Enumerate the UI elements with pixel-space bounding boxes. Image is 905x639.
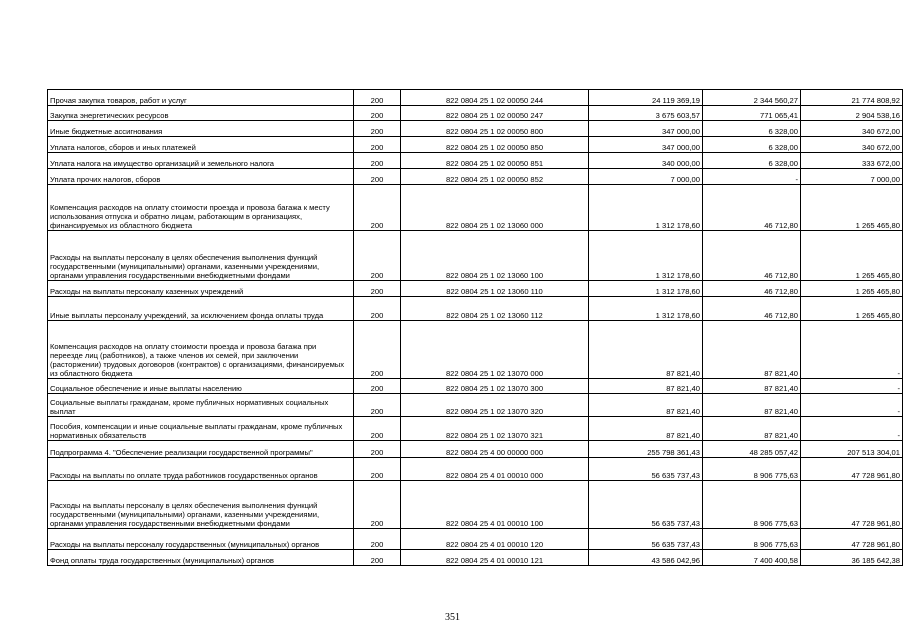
table-row — [48, 379, 903, 394]
row-name: Уплата налогов, сборов и иных платежей — [48, 137, 354, 153]
row-executed-amount: 46 712,80 — [703, 185, 801, 231]
row-line-code: 200 — [354, 458, 401, 481]
row-name: Компенсация расходов на оплату стоимости проезда и провоза багажа при переезде лиц (работников), а также членов их семей, при заключении (расторжении) трудовых договоров (контрактов) с организациями, финансируемых из областного бюджета — [48, 321, 354, 379]
row-budget-code: 822 0804 25 1 02 00050 850 — [401, 137, 589, 153]
row-approved-amount: 56 635 737,43 — [589, 481, 703, 529]
row-name: Иные выплаты персоналу учреждений, за исключением фонда оплаты труда — [48, 297, 354, 321]
row-remaining-amount: 340 672,00 — [801, 137, 903, 153]
row-approved-amount: 56 635 737,43 — [589, 458, 703, 481]
row-budget-code: 822 0804 25 1 02 00050 247 — [401, 106, 589, 121]
row-line-code: 200 — [354, 297, 401, 321]
row-remaining-amount: 47 728 961,80 — [801, 481, 903, 529]
row-approved-amount: 87 821,40 — [589, 394, 703, 417]
row-remaining-amount: 207 513 304,01 — [801, 441, 903, 458]
budget-table — [47, 89, 903, 566]
row-approved-amount: 1 312 178,60 — [589, 281, 703, 297]
table-row — [48, 185, 903, 231]
row-line-code: 200 — [354, 153, 401, 169]
row-executed-amount: 8 906 775,63 — [703, 458, 801, 481]
row-executed-amount: 46 712,80 — [703, 297, 801, 321]
table-row — [48, 297, 903, 321]
row-approved-amount: 87 821,40 — [589, 379, 703, 394]
row-budget-code: 822 0804 25 1 02 13070 300 — [401, 379, 589, 394]
row-executed-amount: 2 344 560,27 — [703, 90, 801, 106]
row-name: Закупка энергетических ресурсов — [48, 106, 354, 121]
budget-table-body — [48, 90, 903, 566]
row-line-code: 200 — [354, 379, 401, 394]
table-row — [48, 90, 903, 106]
row-budget-code: 822 0804 25 1 02 00050 852 — [401, 169, 589, 185]
row-remaining-amount: 7 000,00 — [801, 169, 903, 185]
table-row — [48, 231, 903, 281]
row-name: Прочая закупка товаров, работ и услуг — [48, 90, 354, 106]
table-row — [48, 137, 903, 153]
table-row — [48, 441, 903, 458]
row-executed-amount: 87 821,40 — [703, 321, 801, 379]
row-line-code: 200 — [354, 231, 401, 281]
row-remaining-amount: 36 185 642,38 — [801, 550, 903, 566]
row-name: Компенсация расходов на оплату стоимости проезда и провоза багажа к месту использования отпуска и обратно лицам, работающим в организациях, финансируемых из областного бюджета — [48, 185, 354, 231]
row-approved-amount: 347 000,00 — [589, 121, 703, 137]
row-budget-code: 822 0804 25 1 02 00050 800 — [401, 121, 589, 137]
row-remaining-amount: 340 672,00 — [801, 121, 903, 137]
table-row — [48, 281, 903, 297]
row-approved-amount: 56 635 737,43 — [589, 529, 703, 550]
row-budget-code: 822 0804 25 1 02 00050 851 — [401, 153, 589, 169]
row-executed-amount: 8 906 775,63 — [703, 481, 801, 529]
row-name: Фонд оплаты труда государственных (муниципальных) органов — [48, 550, 354, 566]
row-approved-amount: 43 586 042,96 — [589, 550, 703, 566]
row-budget-code: 822 0804 25 1 02 00050 244 — [401, 90, 589, 106]
row-name: Расходы на выплаты персоналу в целях обеспечения выполнения функций государственными (муниципальными) органами, казенными учреждениями, органами управления государственными внебюджетными фондами — [48, 481, 354, 529]
row-remaining-amount: 2 904 538,16 — [801, 106, 903, 121]
row-remaining-amount: 47 728 961,80 — [801, 458, 903, 481]
table-row — [48, 481, 903, 529]
row-name: Уплата налога на имущество организаций и земельного налога — [48, 153, 354, 169]
row-remaining-amount: 1 265 465,80 — [801, 297, 903, 321]
table-row — [48, 153, 903, 169]
row-executed-amount: - — [703, 169, 801, 185]
row-approved-amount: 340 000,00 — [589, 153, 703, 169]
row-name: Расходы на выплаты персоналу в целях обеспечения выполнения функций государственными (муниципальными) органами, казенными учреждениями, органами управления государственными внебюджетными фондами — [48, 231, 354, 281]
row-line-code: 200 — [354, 106, 401, 121]
row-line-code: 200 — [354, 281, 401, 297]
row-budget-code: 822 0804 25 4 01 00010 000 — [401, 458, 589, 481]
row-name: Социальные выплаты гражданам, кроме публичных нормативных социальных выплат — [48, 394, 354, 417]
table-row — [48, 106, 903, 121]
row-executed-amount: 7 400 400,58 — [703, 550, 801, 566]
row-approved-amount: 347 000,00 — [589, 137, 703, 153]
row-line-code: 200 — [354, 441, 401, 458]
row-budget-code: 822 0804 25 4 01 00010 121 — [401, 550, 589, 566]
row-approved-amount: 255 798 361,43 — [589, 441, 703, 458]
row-budget-code: 822 0804 25 1 02 13060 112 — [401, 297, 589, 321]
row-budget-code: 822 0804 25 4 00 00000 000 — [401, 441, 589, 458]
row-line-code: 200 — [354, 394, 401, 417]
row-approved-amount: 24 119 369,19 — [589, 90, 703, 106]
row-remaining-amount: 1 265 465,80 — [801, 185, 903, 231]
page-number: 351 — [445, 612, 460, 623]
row-budget-code: 822 0804 25 1 02 13070 000 — [401, 321, 589, 379]
row-name: Подпрограмма 4. "Обеспечение реализации государственной программы" — [48, 441, 354, 458]
table-row — [48, 417, 903, 441]
row-approved-amount: 1 312 178,60 — [589, 185, 703, 231]
row-line-code: 200 — [354, 169, 401, 185]
row-line-code: 200 — [354, 550, 401, 566]
row-executed-amount: 8 906 775,63 — [703, 529, 801, 550]
row-budget-code: 822 0804 25 1 02 13060 110 — [401, 281, 589, 297]
row-remaining-amount: - — [801, 417, 903, 441]
row-remaining-amount: 1 265 465,80 — [801, 281, 903, 297]
row-executed-amount: 87 821,40 — [703, 394, 801, 417]
row-name: Расходы на выплаты персоналу государственных (муниципальных) органов — [48, 529, 354, 550]
row-executed-amount: 48 285 057,42 — [703, 441, 801, 458]
row-executed-amount: 87 821,40 — [703, 379, 801, 394]
row-name: Пособия, компенсации и иные социальные выплаты гражданам, кроме публичных нормативных обязательств — [48, 417, 354, 441]
row-approved-amount: 87 821,40 — [589, 417, 703, 441]
row-budget-code: 822 0804 25 4 01 00010 100 — [401, 481, 589, 529]
row-remaining-amount: 333 672,00 — [801, 153, 903, 169]
table-row — [48, 321, 903, 379]
row-approved-amount: 7 000,00 — [589, 169, 703, 185]
row-budget-code: 822 0804 25 4 01 00010 120 — [401, 529, 589, 550]
row-remaining-amount: 47 728 961,80 — [801, 529, 903, 550]
table-row — [48, 394, 903, 417]
row-approved-amount: 1 312 178,60 — [589, 297, 703, 321]
table-row — [48, 121, 903, 137]
row-name: Иные бюджетные ассигнования — [48, 121, 354, 137]
row-executed-amount: 46 712,80 — [703, 231, 801, 281]
row-budget-code: 822 0804 25 1 02 13060 000 — [401, 185, 589, 231]
row-name: Расходы на выплаты по оплате труда работников государственных органов — [48, 458, 354, 481]
row-remaining-amount: 21 774 808,92 — [801, 90, 903, 106]
row-executed-amount: 46 712,80 — [703, 281, 801, 297]
row-name: Уплата прочих налогов, сборов — [48, 169, 354, 185]
row-executed-amount: 6 328,00 — [703, 153, 801, 169]
table-row — [48, 458, 903, 481]
table-row — [48, 529, 903, 550]
row-executed-amount: 6 328,00 — [703, 121, 801, 137]
row-remaining-amount: - — [801, 394, 903, 417]
row-approved-amount: 1 312 178,60 — [589, 231, 703, 281]
row-line-code: 200 — [354, 185, 401, 231]
row-budget-code: 822 0804 25 1 02 13070 321 — [401, 417, 589, 441]
row-line-code: 200 — [354, 481, 401, 529]
row-executed-amount: 771 065,41 — [703, 106, 801, 121]
row-remaining-amount: - — [801, 321, 903, 379]
row-approved-amount: 3 675 603,57 — [589, 106, 703, 121]
row-name: Социальное обеспечение и иные выплаты населению — [48, 379, 354, 394]
row-remaining-amount: - — [801, 379, 903, 394]
row-line-code: 200 — [354, 121, 401, 137]
row-line-code: 200 — [354, 90, 401, 106]
row-name: Расходы на выплаты персоналу казенных учреждений — [48, 281, 354, 297]
row-line-code: 200 — [354, 417, 401, 441]
table-row — [48, 169, 903, 185]
row-budget-code: 822 0804 25 1 02 13060 100 — [401, 231, 589, 281]
row-executed-amount: 87 821,40 — [703, 417, 801, 441]
row-approved-amount: 87 821,40 — [589, 321, 703, 379]
row-line-code: 200 — [354, 321, 401, 379]
row-line-code: 200 — [354, 529, 401, 550]
row-line-code: 200 — [354, 137, 401, 153]
table-row — [48, 550, 903, 566]
row-remaining-amount: 1 265 465,80 — [801, 231, 903, 281]
row-budget-code: 822 0804 25 1 02 13070 320 — [401, 394, 589, 417]
row-executed-amount: 6 328,00 — [703, 137, 801, 153]
